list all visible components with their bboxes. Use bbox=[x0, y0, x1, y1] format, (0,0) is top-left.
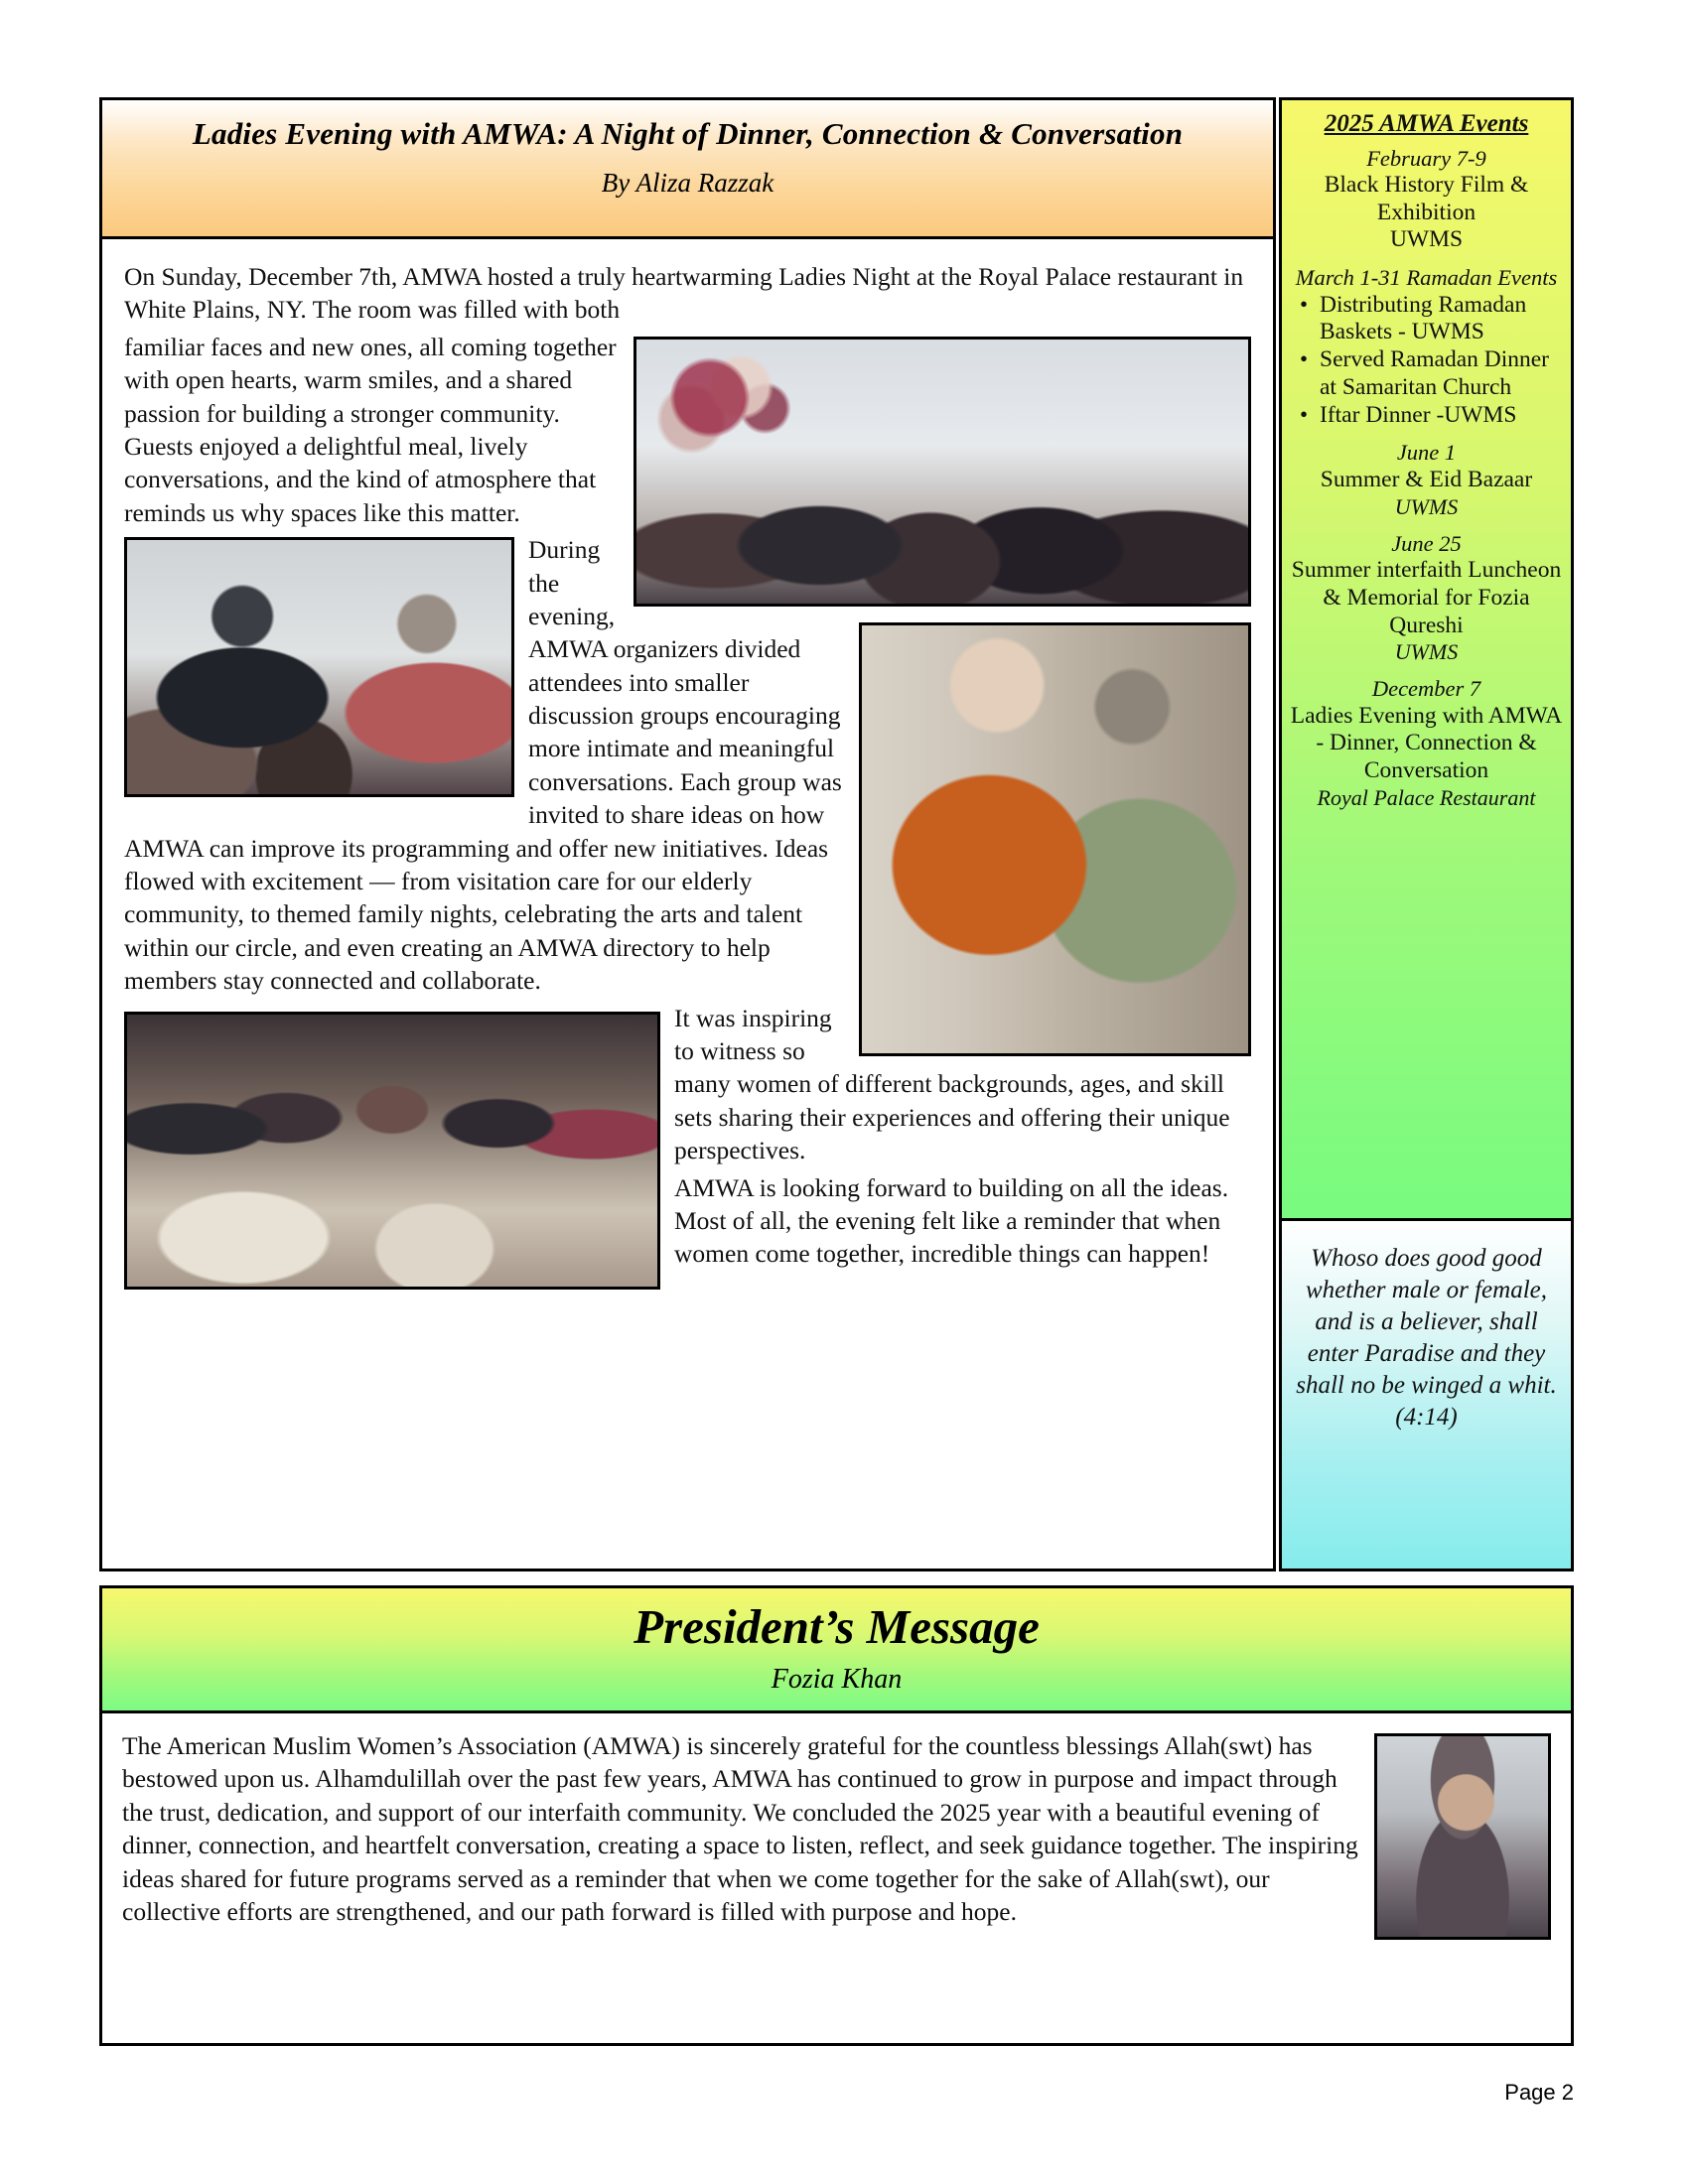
article-paragraph-1: On Sunday, December 7th, AMWA hosted a truly heartwarming Ladies Night at the Royal Palace restaurant in White Plains, NY. The room was filled with both bbox=[124, 262, 1244, 325]
event-date: June 1 bbox=[1396, 440, 1457, 466]
quote-reference: (4:14) bbox=[1395, 1404, 1458, 1431]
presidents-message-title: President’s Message bbox=[633, 1599, 1040, 1654]
article-paragraph-2: familiar faces and new ones, all coming together with open hearts, warm smiles, and a shared passion for building a stronger community. Guests enjoyed a delightful meal, lively conversations, and the kind of atmosphere that reminds us why spaces like this matter. bbox=[124, 332, 617, 527]
presidents-message-body: The American Muslim Women’s Association (AMWA) is sincerely grateful for the countless blessings Allah(swt) has bestowed upon us. Alhamdulillah over the past few years, AMWA has continued to grow in purpose and impact through the trust, dedication, and support of our interfaith community. We concluded the 2025 year with a beautiful evening of dinner, connection, and heartfelt conversation, creating a space to listen, reflect, and seek guidance together. The inspiring ideas shared for future programs served as a reminder that when we come together for the sake of Allah(swt), our collective efforts are strengthened, and our path forward is filled with purpose and hope. bbox=[122, 1731, 1358, 1926]
event-date: December 7 bbox=[1371, 676, 1481, 702]
event-venue: Royal Palace Restaurant bbox=[1317, 784, 1536, 810]
presidents-message-banner bbox=[99, 1585, 1574, 1713]
photo-women-dining-tables bbox=[124, 1012, 660, 1290]
page-number: Page 2 bbox=[1504, 2080, 1574, 2105]
article-container bbox=[99, 97, 1276, 1571]
article-body bbox=[102, 242, 1273, 1572]
event-date: March 1-31 Ramadan Events bbox=[1295, 265, 1558, 291]
event-venue: UWMS bbox=[1394, 639, 1459, 665]
event-name: Summer & Eid Bazaar bbox=[1320, 466, 1533, 492]
event-name: Summer interfaith Luncheon & Memorial for Fozia Qureshi bbox=[1291, 557, 1562, 638]
article-headline-banner bbox=[102, 100, 1273, 239]
event-item bbox=[1288, 265, 1565, 429]
event-item bbox=[1288, 440, 1565, 519]
photo-two-women-portrait bbox=[859, 622, 1251, 1056]
event-date: February 7-9 bbox=[1366, 145, 1486, 171]
photo-president-portrait bbox=[1374, 1733, 1551, 1940]
events-sidebar-title: 2025 AMWA Events bbox=[1324, 110, 1529, 137]
event-bullet: • Iftar Dinner -UWMS bbox=[1296, 402, 1565, 430]
event-date: June 25 bbox=[1391, 530, 1462, 556]
event-bullet-list bbox=[1288, 292, 1565, 430]
article-paragraph-4: It was inspiring to witness so many women of different backgrounds, ages, and skill sets sharing their experiences and offering their unique perspectives. bbox=[674, 1003, 1230, 1165]
article-paragraph-3: During the evening, AMWA organizers divided attendees into smaller discussion groups encouraging more intimate and meaningful conversations. Each group was invited to share ideas on how AMWA can improve its programming and offer new initiatives. Ideas flowed with excitement — from visitation care for our elderly community, to themed family nights, celebrating the arts and talent within our circle, and even creating an AMWA directory to help members stay connected and collaborate. bbox=[124, 535, 842, 996]
photo-speaker-with-microphone bbox=[124, 537, 514, 797]
quote-box bbox=[1279, 1221, 1574, 1571]
quote-text: Whoso does good good whether male or female, and is a believer, shall enter Paradise and they shall no be winged a whit. bbox=[1296, 1245, 1557, 1399]
event-bullet: • Served Ramadan Dinner at Samaritan Church bbox=[1296, 346, 1565, 401]
article-paragraph-5: AMWA is looking forward to building on all the ideas. Most of all, the evening felt like a reminder that when women come together, incredible things can happen! bbox=[674, 1172, 1229, 1269]
presidents-message-author: Fozia Khan bbox=[771, 1664, 903, 1695]
article-headline: Ladies Evening with AMWA: A Night of Dinner, Connection & Conversation bbox=[192, 116, 1184, 151]
event-item bbox=[1288, 676, 1565, 811]
event-item bbox=[1288, 531, 1565, 666]
event-venue: UWMS bbox=[1389, 226, 1464, 253]
event-name: Ladies Evening with AMWA - Dinner, Connection & Conversation bbox=[1290, 702, 1563, 784]
article-byline: By Aliza Razzak bbox=[601, 168, 774, 198]
photo-banquet-hall-guests bbox=[633, 337, 1251, 607]
event-name: Black History Film & Exhibition bbox=[1324, 172, 1529, 225]
presidents-message-container bbox=[99, 1713, 1574, 2046]
event-bullet: • Distributing Ramadan Baskets - UWMS bbox=[1296, 292, 1565, 346]
event-item bbox=[1288, 146, 1565, 255]
event-venue: UWMS bbox=[1394, 493, 1459, 519]
events-sidebar bbox=[1279, 97, 1574, 1221]
